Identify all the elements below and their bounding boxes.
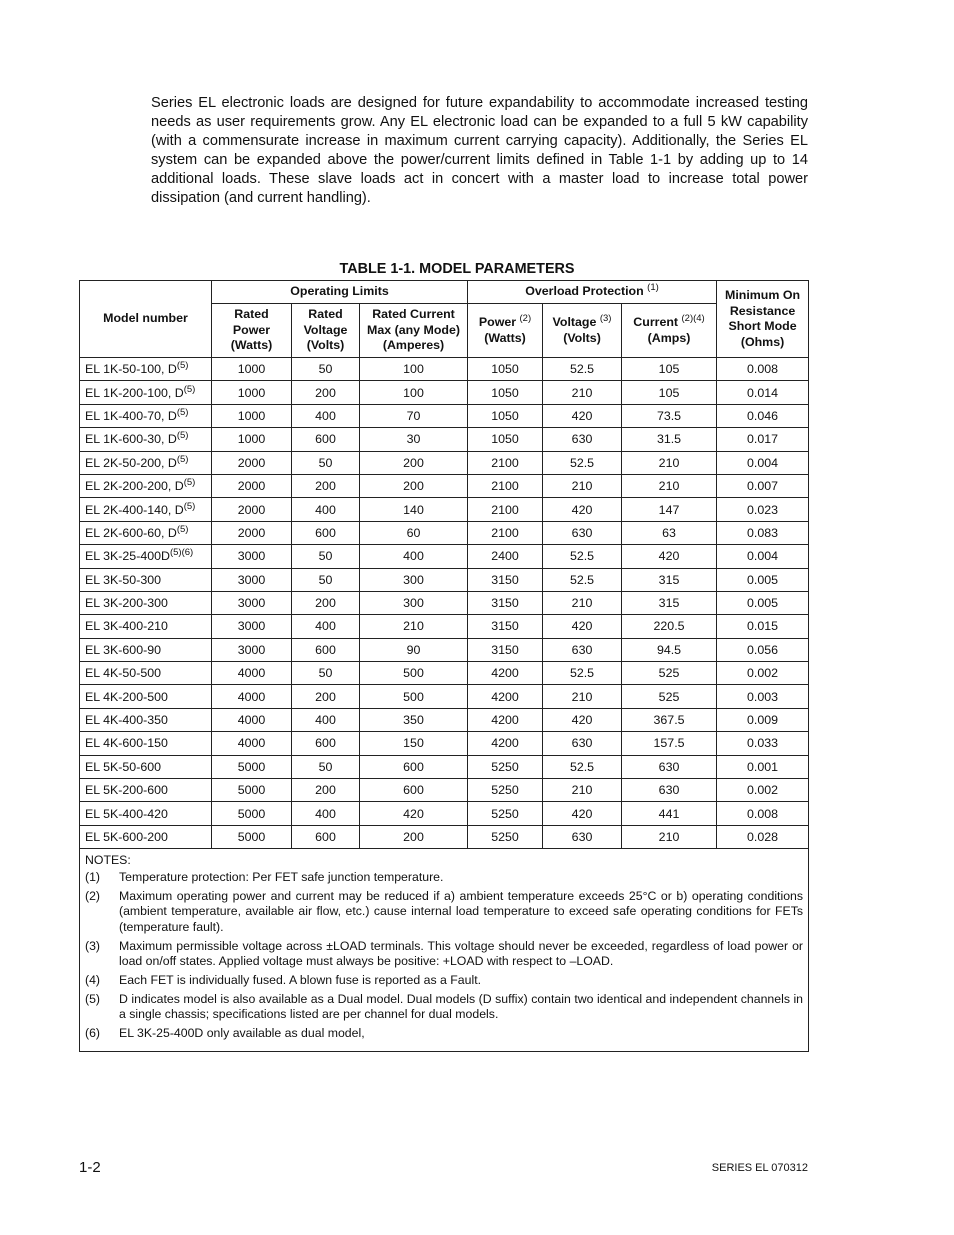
cell-overload-power: 3150 [468,568,543,591]
cell-min-resistance: 0.009 [717,708,809,731]
cell-min-resistance: 0.005 [717,591,809,614]
cell-overload-current: 147 [622,498,717,521]
cell-rated-current: 100 [360,381,468,404]
cell-rated-current: 300 [360,568,468,591]
cell-rated-power: 3000 [212,638,292,661]
cell-overload-power: 5250 [468,755,543,778]
cell-overload-current: 105 [622,381,717,404]
cell-rated-voltage: 600 [292,825,360,848]
model-name: EL 1K-600-30, D [85,432,177,447]
table-row [80,732,809,755]
note-item [85,1026,803,1041]
cell-rated-power: 1000 [212,404,292,427]
cell-rated-power: 2000 [212,451,292,474]
cell-min-resistance: 0.008 [717,358,809,381]
cell-rated-power: 4000 [212,708,292,731]
model-name: EL 2K-400-140, D [85,502,184,517]
table-row [80,708,809,731]
cell-overload-power: 1050 [468,381,543,404]
table-row [80,428,809,451]
cell-overload-power: 5250 [468,825,543,848]
cell-model [80,521,212,544]
model-footnote: (5) [183,477,196,489]
cell-overload-voltage: 420 [543,498,622,521]
model-footnote: (5) [183,383,196,395]
cell-min-resistance: 0.008 [717,802,809,825]
note-item [85,939,803,970]
table-row [80,451,809,474]
cell-overload-voltage: 210 [543,685,622,708]
cell-rated-power: 1000 [212,358,292,381]
model-name: EL 3K-25-400D [85,549,170,564]
cell-model [80,662,212,685]
cell-rated-voltage: 50 [292,755,360,778]
cell-overload-voltage: 420 [543,404,622,427]
cell-overload-power: 4200 [468,685,543,708]
cell-rated-current: 600 [360,779,468,802]
cell-overload-current: 157.5 [622,732,717,755]
cell-overload-current: 94.5 [622,638,717,661]
model-footnote: (5) [176,453,189,465]
cell-min-resistance: 0.046 [717,404,809,427]
cell-model [80,615,212,638]
model-parameters-table [79,280,809,1052]
cell-rated-current: 300 [360,591,468,614]
cell-overload-voltage: 52.5 [543,755,622,778]
cell-overload-current: 210 [622,825,717,848]
header-overload-voltage: Voltage $^{(3)}$ (Volts) [543,304,622,358]
cell-overload-voltage: 630 [543,825,622,848]
cell-rated-voltage: 400 [292,615,360,638]
cell-min-resistance: 0.028 [717,825,809,848]
model-name: EL 1K-200-100, D [85,385,184,400]
header-rated-power: Rated Power (Watts) [212,304,292,358]
table-row [80,521,809,544]
cell-model [80,755,212,778]
cell-min-resistance: 0.003 [717,685,809,708]
cell-overload-current: 210 [622,474,717,497]
table-row [80,568,809,591]
header-overload-power: Power $^{(2)}$ (Watts) [468,304,543,358]
table-row [80,755,809,778]
cell-rated-voltage: 50 [292,451,360,474]
note-text: D indicates model is also available as a Dual model. Dual models (D suffix) contain two identical and independent channels in a single chassis; specifications listed are per channel for dual models. [119,991,804,1022]
cell-min-resistance: 0.002 [717,662,809,685]
header-model-number: Model number [80,281,212,358]
model-name: EL 2K-200-200, D [85,479,184,494]
cell-rated-current: 350 [360,708,468,731]
cell-overload-power: 1050 [468,428,543,451]
note-number: (4) [85,972,101,987]
cell-overload-voltage: 52.5 [543,451,622,474]
cell-model [80,404,212,427]
cell-rated-power: 4000 [212,732,292,755]
table-row [80,685,809,708]
model-name: EL 3K-400-210 [85,619,168,634]
cell-overload-power: 5250 [468,779,543,802]
cell-model [80,825,212,848]
table-row [80,358,809,381]
cell-overload-power: 3150 [468,615,543,638]
cell-min-resistance: 0.056 [717,638,809,661]
header-overload-current: Current $^{(2)(4)}$ (Amps) [622,304,717,358]
cell-rated-power: 5000 [212,825,292,848]
cell-model [80,708,212,731]
cell-overload-voltage: 52.5 [543,568,622,591]
cell-overload-current: 63 [622,521,717,544]
note-number: (5) [85,991,101,1006]
cell-model [80,381,212,404]
table-body [80,358,809,849]
model-footnote: (5)(6) [169,547,194,559]
table-row [80,381,809,404]
table-row [80,825,809,848]
cell-model [80,498,212,521]
cell-rated-current: 150 [360,732,468,755]
cell-model [80,474,212,497]
note-number: (3) [85,938,101,953]
cell-rated-current: 200 [360,451,468,474]
cell-rated-current: 200 [360,474,468,497]
cell-overload-current: 367.5 [622,708,717,731]
table-title: TABLE 1-1. MODEL PARAMETERS [339,261,575,277]
cell-rated-power: 2000 [212,521,292,544]
cell-overload-voltage: 52.5 [543,545,622,568]
note-text: Each FET is individually fused. A blown fuse is reported as a Fault. [119,972,482,987]
cell-min-resistance: 0.017 [717,428,809,451]
header-rated-voltage: Rated Voltage (Volts) [292,304,360,358]
cell-overload-voltage: 210 [543,591,622,614]
cell-rated-current: 100 [360,358,468,381]
model-name: EL 4K-400-350 [85,713,168,728]
model-name: EL 4K-50-500 [85,666,162,681]
model-name: EL 2K-600-60, D [85,525,177,540]
cell-rated-power: 2000 [212,474,292,497]
cell-rated-voltage: 200 [292,474,360,497]
notes-title: NOTES: [85,853,131,868]
cell-rated-voltage: 200 [292,591,360,614]
cell-rated-current: 420 [360,802,468,825]
cell-rated-voltage: 50 [292,358,360,381]
cell-overload-voltage: 420 [543,708,622,731]
cell-rated-voltage: 600 [292,732,360,755]
cell-model [80,545,212,568]
cell-rated-current: 200 [360,825,468,848]
cell-model [80,451,212,474]
cell-rated-power: 3000 [212,591,292,614]
cell-rated-power: 3000 [212,568,292,591]
cell-rated-power: 3000 [212,615,292,638]
cell-rated-power: 5000 [212,755,292,778]
cell-overload-current: 220.5 [622,615,717,638]
header-overload-protection: Overload Protection $^{(1)}$ [468,281,717,304]
cell-model [80,428,212,451]
model-footnote: (5) [183,500,196,512]
cell-model [80,638,212,661]
cell-overload-power: 4200 [468,732,543,755]
model-footnote: (5) [176,406,189,418]
note-number: (2) [85,889,101,903]
model-name: EL 3K-600-90 [85,642,162,657]
cell-rated-voltage: 200 [292,779,360,802]
table-row [80,545,809,568]
cell-overload-power: 2100 [468,498,543,521]
table-row [80,591,809,614]
note-item [85,889,803,935]
cell-min-resistance: 0.005 [717,568,809,591]
cell-min-resistance: 0.014 [717,381,809,404]
cell-overload-voltage: 420 [543,615,622,638]
cell-overload-current: 105 [622,358,717,381]
cell-rated-current: 500 [360,662,468,685]
document-id: SERIES EL 070312 [711,1162,808,1174]
cell-min-resistance: 0.023 [717,498,809,521]
cell-overload-power: 3150 [468,638,543,661]
intro-paragraph: Series EL electronic loads are designed for future expandability to accommodate increased testing needs as user requirements grow. Any EL electronic load can be expanded to a full 5 kW capability (with a commensurate increase in maximum current carrying capacity). Additionally, the Series EL system can be expanded above the power/current limits defined in Table 1-1 by adding up to 14 additional loads. These slave loads act in concert with a master load to increase total power dissipation (and current handling). [151,95,808,206]
cell-overload-voltage: 630 [543,732,622,755]
cell-overload-power: 5250 [468,802,543,825]
cell-rated-power: 4000 [212,685,292,708]
cell-rated-current: 70 [360,404,468,427]
cell-model [80,732,212,755]
cell-rated-current: 60 [360,521,468,544]
cell-rated-current: 90 [360,638,468,661]
cell-min-resistance: 0.001 [717,755,809,778]
cell-overload-voltage: 630 [543,521,622,544]
cell-rated-power: 1000 [212,381,292,404]
model-name: EL 5K-600-200 [85,830,168,844]
cell-overload-voltage: 210 [543,474,622,497]
cell-overload-power: 2100 [468,521,543,544]
model-name: EL 5K-200-600 [85,783,168,798]
model-footnote: (5) [176,523,189,535]
cell-rated-power: 3000 [212,545,292,568]
note-text: Maximum permissible voltage across ±LOAD terminals. This voltage should never be exceeded, regardless of load power or load on/off states. Applied voltage must always be positive: +LOAD with respect to –LOAD. [119,938,804,969]
cell-rated-current: 140 [360,498,468,521]
cell-overload-power: 3150 [468,591,543,614]
cell-overload-current: 210 [622,451,717,474]
cell-min-resistance: 0.002 [717,779,809,802]
table-row [80,615,809,638]
cell-min-resistance: 0.015 [717,615,809,638]
page-number: 1-2 [79,1159,101,1176]
header-min-on-resistance: Minimum On Resistance Short Mode (Ohms) [717,281,809,358]
cell-overload-current: 315 [622,591,717,614]
cell-rated-power: 2000 [212,498,292,521]
header-rated-current: Rated Current Max (any Mode) (Amperes) [360,304,468,358]
cell-overload-voltage: 630 [543,638,622,661]
model-footnote: (5) [176,360,189,372]
note-text: EL 3K-25-400D only available as dual model, [119,1025,365,1040]
cell-rated-voltage: 400 [292,498,360,521]
cell-rated-power: 4000 [212,662,292,685]
note-text: Maximum operating power and current may be reduced if a) ambient temperature exceeds 25°C or b) operating conditions (ambient temperature, available air flow, etc.) cause internal load temperature to exceed safe operating conditions for FETs (temperature fault). [119,889,804,934]
table-row [80,638,809,661]
note-item [85,992,803,1023]
cell-overload-current: 630 [622,755,717,778]
note-text: Temperature protection: Per FET safe junction temperature. [119,870,444,885]
cell-rated-voltage: 200 [292,381,360,404]
cell-overload-power: 1050 [468,358,543,381]
table-row [80,779,809,802]
cell-min-resistance: 0.033 [717,732,809,755]
cell-min-resistance: 0.004 [717,545,809,568]
cell-overload-voltage: 420 [543,802,622,825]
table-row [80,404,809,427]
model-name: EL 5K-50-600 [85,759,162,774]
cell-rated-voltage: 50 [292,662,360,685]
cell-rated-voltage: 400 [292,802,360,825]
cell-min-resistance: 0.004 [717,451,809,474]
cell-min-resistance: 0.007 [717,474,809,497]
cell-overload-current: 525 [622,662,717,685]
cell-model [80,779,212,802]
cell-overload-current: 525 [622,685,717,708]
cell-overload-current: 441 [622,802,717,825]
notes-list [85,870,803,1041]
cell-model [80,358,212,381]
cell-rated-voltage: 200 [292,685,360,708]
cell-model [80,685,212,708]
note-item [85,973,803,988]
cell-overload-power: 2400 [468,545,543,568]
cell-rated-voltage: 400 [292,708,360,731]
model-footnote: (5) [176,430,189,442]
cell-overload-current: 73.5 [622,404,717,427]
model-name: EL 2K-50-200, D [85,455,177,470]
cell-overload-power: 2100 [468,451,543,474]
cell-overload-voltage: 52.5 [543,358,622,381]
cell-overload-voltage: 210 [543,779,622,802]
cell-rated-power: 5000 [212,779,292,802]
cell-rated-current: 600 [360,755,468,778]
note-number: (1) [85,870,101,885]
cell-model [80,568,212,591]
cell-overload-power: 2100 [468,474,543,497]
note-item [85,870,803,885]
cell-overload-voltage: 52.5 [543,662,622,685]
table-row [80,474,809,497]
cell-min-resistance: 0.083 [717,521,809,544]
cell-overload-voltage: 210 [543,381,622,404]
cell-model [80,802,212,825]
model-name: EL 3K-50-300 [85,572,162,587]
model-name: EL 1K-50-100, D [85,362,177,377]
cell-rated-current: 500 [360,685,468,708]
table-row [80,662,809,685]
cell-rated-voltage: 600 [292,428,360,451]
cell-model [80,591,212,614]
cell-overload-current: 315 [622,568,717,591]
model-name: EL 5K-400-420 [85,806,168,821]
cell-overload-power: 4200 [468,708,543,731]
model-name: EL 4K-600-150 [85,736,168,751]
header-operating-limits: Operating Limits [212,281,468,304]
cell-rated-current: 210 [360,615,468,638]
note-number: (6) [85,1025,101,1040]
table-row [80,802,809,825]
cell-rated-voltage: 600 [292,638,360,661]
cell-overload-power: 4200 [468,662,543,685]
cell-overload-current: 31.5 [622,428,717,451]
cell-rated-voltage: 50 [292,568,360,591]
cell-rated-voltage: 600 [292,521,360,544]
cell-overload-current: 630 [622,779,717,802]
cell-rated-power: 1000 [212,428,292,451]
cell-rated-power: 5000 [212,802,292,825]
notes-section [80,849,809,1051]
cell-overload-current: 420 [622,545,717,568]
cell-rated-current: 400 [360,545,468,568]
model-name: EL 3K-200-300 [85,596,168,611]
model-name: EL 4K-200-500 [85,689,168,704]
cell-overload-power: 1050 [468,404,543,427]
cell-overload-voltage: 630 [543,428,622,451]
model-name: EL 1K-400-70, D [85,408,177,423]
cell-rated-voltage: 50 [292,545,360,568]
table-row [80,498,809,521]
cell-rated-current: 30 [360,428,468,451]
cell-rated-voltage: 400 [292,404,360,427]
